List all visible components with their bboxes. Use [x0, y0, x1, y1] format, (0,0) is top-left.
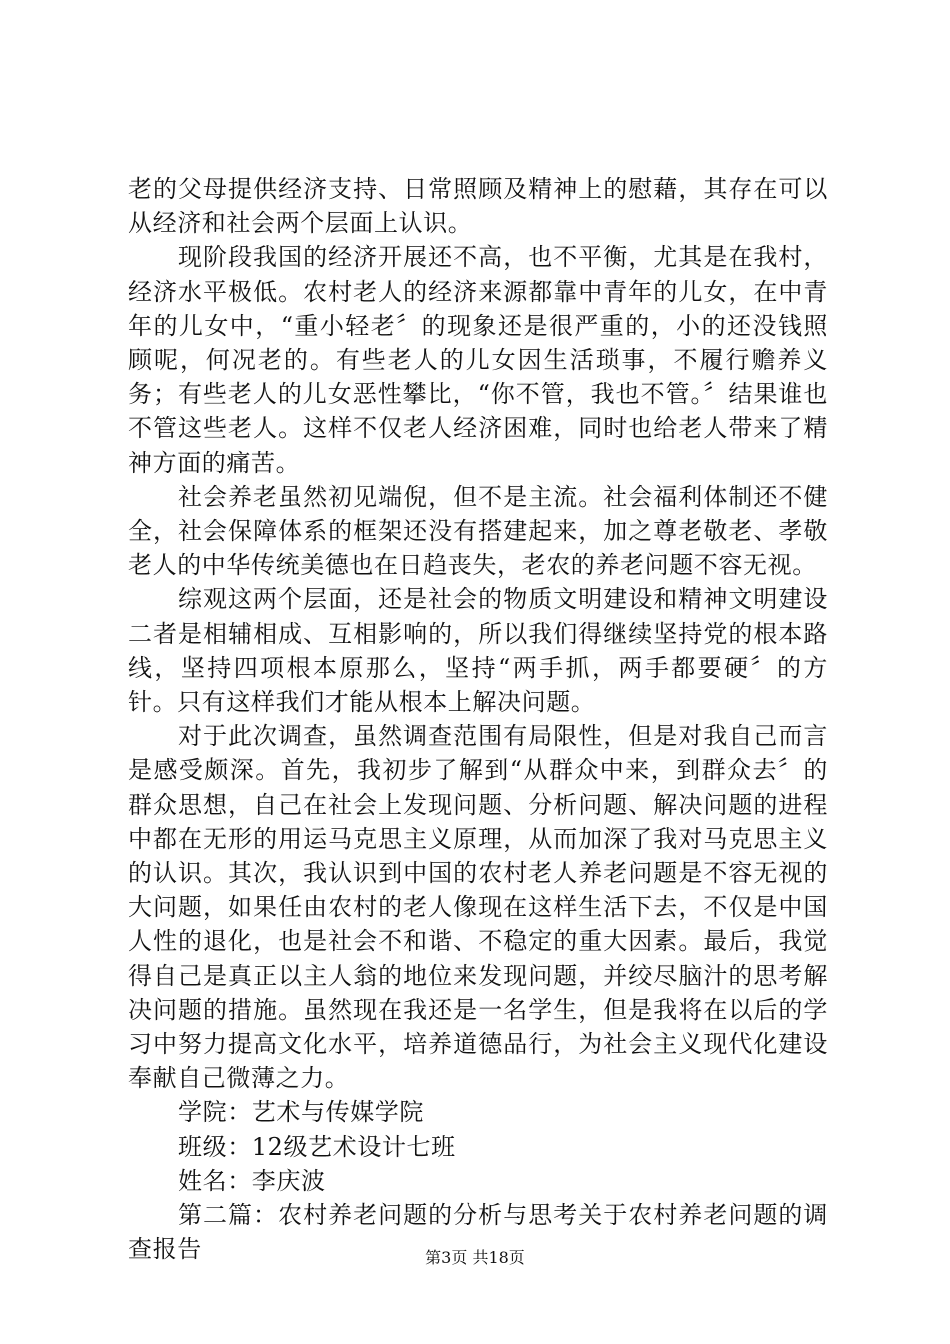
name-line: 姓名：李庆波 [178, 1166, 326, 1195]
class-line: 班级：12级艺术设计七班 [178, 1132, 456, 1161]
page-number-footer: 第3页 共18页 [425, 1248, 525, 1267]
paragraph-economic-level: 现阶段我国的经济开展还不高，也不平衡，尤其是在我村，经济水平极低。农村老人的经济来源都靠中青年的儿女，在中青年的儿女中，“重小轻老〞的现象还是很严重的，小的还没钱照顾呢，何况老的。有些老人的儿女因生活琐事，不履行赡养义务；有些老人的儿女恶性攀比，“你不管，我也不管。〞结果谁也不管这些老人。这样不仅老人经济困难，同时也给老人带来了精神方面的痛苦。 [128, 243, 828, 477]
paragraph-both-levels: 综观这两个层面，还是社会的物质文明建设和精神文明建设二者是相辅相成、互相影响的，所以我们得继续坚持党的根本路线，坚持四项根本原那么，坚持“两手抓，两手都要硬〞的方针。只有这样我们才能从根本上解决问题。 [128, 585, 828, 717]
paragraph-reflection: 对于此次调查，虽然调查范围有局限性，但是对我自己而言是感受颇深。首先，我初步了解到“从群众中来，到群众去〞的群众思想，自己在社会上发现问题、分析问题、解决问题的进程中都在无形的用运马克思主义原理，从而加深了我对马克思主义的认识。其次，我认识到中国的农村老人养老问题是不容无视的大问题，如果任由农村的老人像现在这样生活下去，不仅是中国人性的退化，也是社会不和谐、不稳定的重大因素。最后，我觉得自己是真正以主人翁的地位来发现问题，并绞尽脑汁的思考解决问题的措施。虽然现在我还是一名学生，但是我将在以后的学习中努力提高文化水平，培养道德品行，为社会主义现代化建设奉献自己微薄之力。 [128, 722, 828, 1093]
college-line: 学院：艺术与传媒学院 [178, 1098, 424, 1127]
paragraph-social-pension: 社会养老虽然初见端倪，但不是主流。社会福利体制还不健全，社会保障体系的框架还没有搭建起来，加之尊老敬老、孝敬老人的中华传统美德也在日趋丧失，老农的养老问题不容无视。 [128, 482, 828, 580]
section-heading-part-two: 第二篇：农村养老问题的分析与思考关于农村养老问题的调查报告 [128, 1201, 828, 1264]
document-body [128, 172, 828, 1267]
paragraph-continuation: 老的父母提供经济支持、日常照顾及精神上的慰藉，其存在可以从经济和社会两个层面上认识。 [128, 175, 828, 238]
